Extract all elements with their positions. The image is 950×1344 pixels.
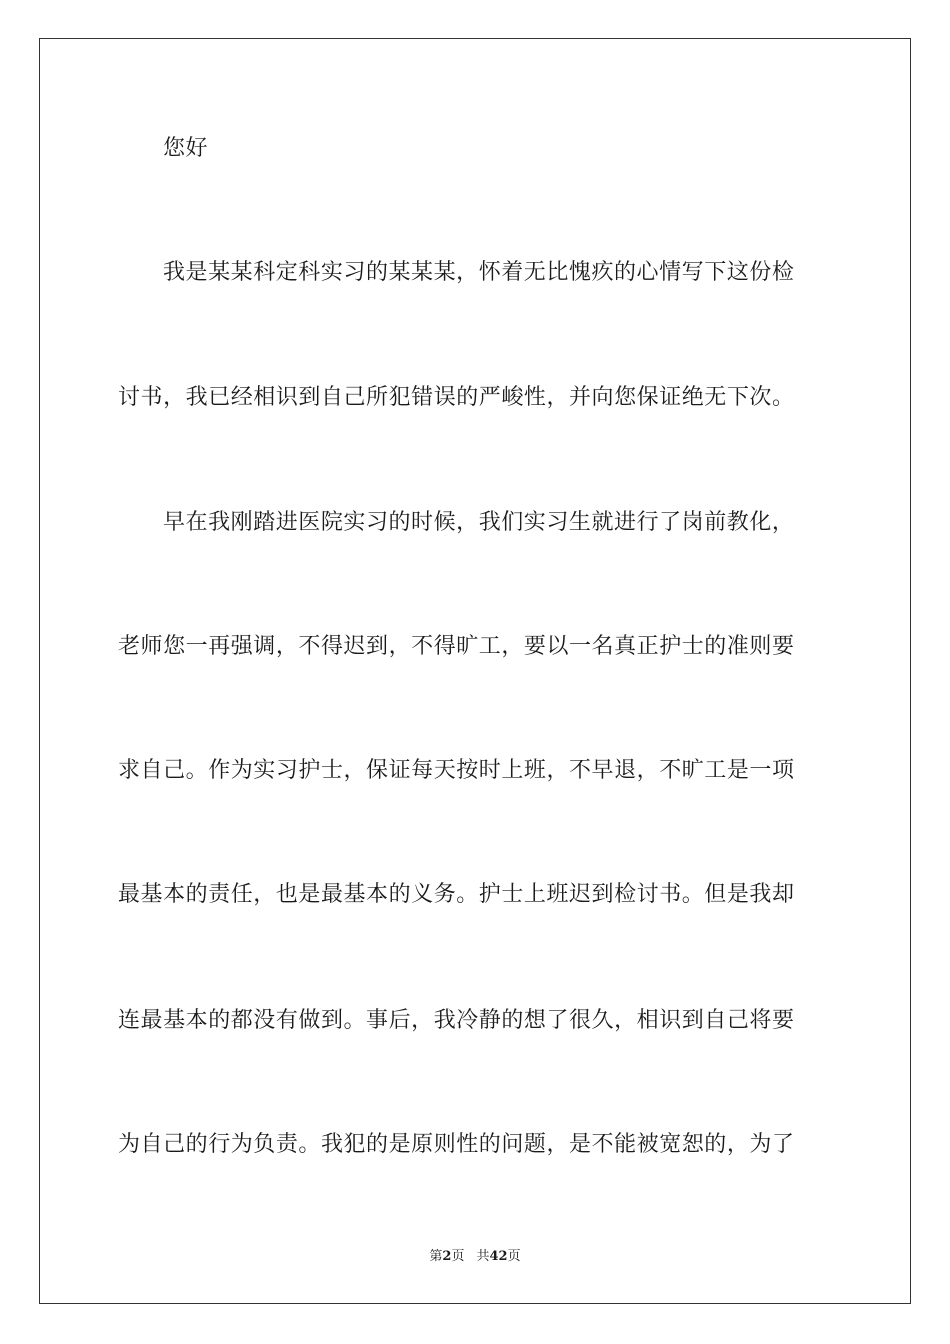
paragraph-line-6: 最基本的责任，也是最基本的义务。护士上班迟到检讨书。但是我却 — [118, 882, 795, 907]
footer-total-suffix: 页 — [507, 1249, 521, 1264]
paragraph-line-2: 讨书，我已经相识到自己所犯错误的严峻性，并向您保证绝无下次。 — [118, 385, 795, 410]
footer-page-suffix: 页 — [451, 1249, 465, 1264]
paragraph-line-7: 连最基本的都没有做到。事后，我冷静的想了很久，相识到自己将要 — [118, 1008, 795, 1033]
footer-page-prefix: 第 — [429, 1249, 443, 1264]
footer-total-pages: 42 — [489, 1249, 508, 1264]
paragraph-line-8: 为自己的行为负责。我犯的是原则性的问题，是不能被宽恕的，为了 — [118, 1132, 795, 1157]
greeting: 您好 — [163, 136, 209, 161]
paragraph-line-1: 我是某某科定科实习的某某某，怀着无比愧疚的心情写下这份检 — [163, 260, 795, 285]
paragraph-line-5: 求自己。作为实习护士，保证每天按时上班，不早退，不旷工是一项 — [118, 758, 795, 783]
paragraph-line-4: 老师您一再强调，不得迟到，不得旷工，要以一名真正护士的准则要 — [118, 634, 795, 659]
footer-total-prefix: 共 — [476, 1249, 490, 1264]
footer-page-number: 2 — [442, 1249, 452, 1264]
page-frame — [39, 38, 911, 1304]
page-footer — [0, 1248, 950, 1266]
paragraph-line-3: 早在我刚踏进医院实习的时候，我们实习生就进行了岗前教化， — [163, 510, 795, 535]
